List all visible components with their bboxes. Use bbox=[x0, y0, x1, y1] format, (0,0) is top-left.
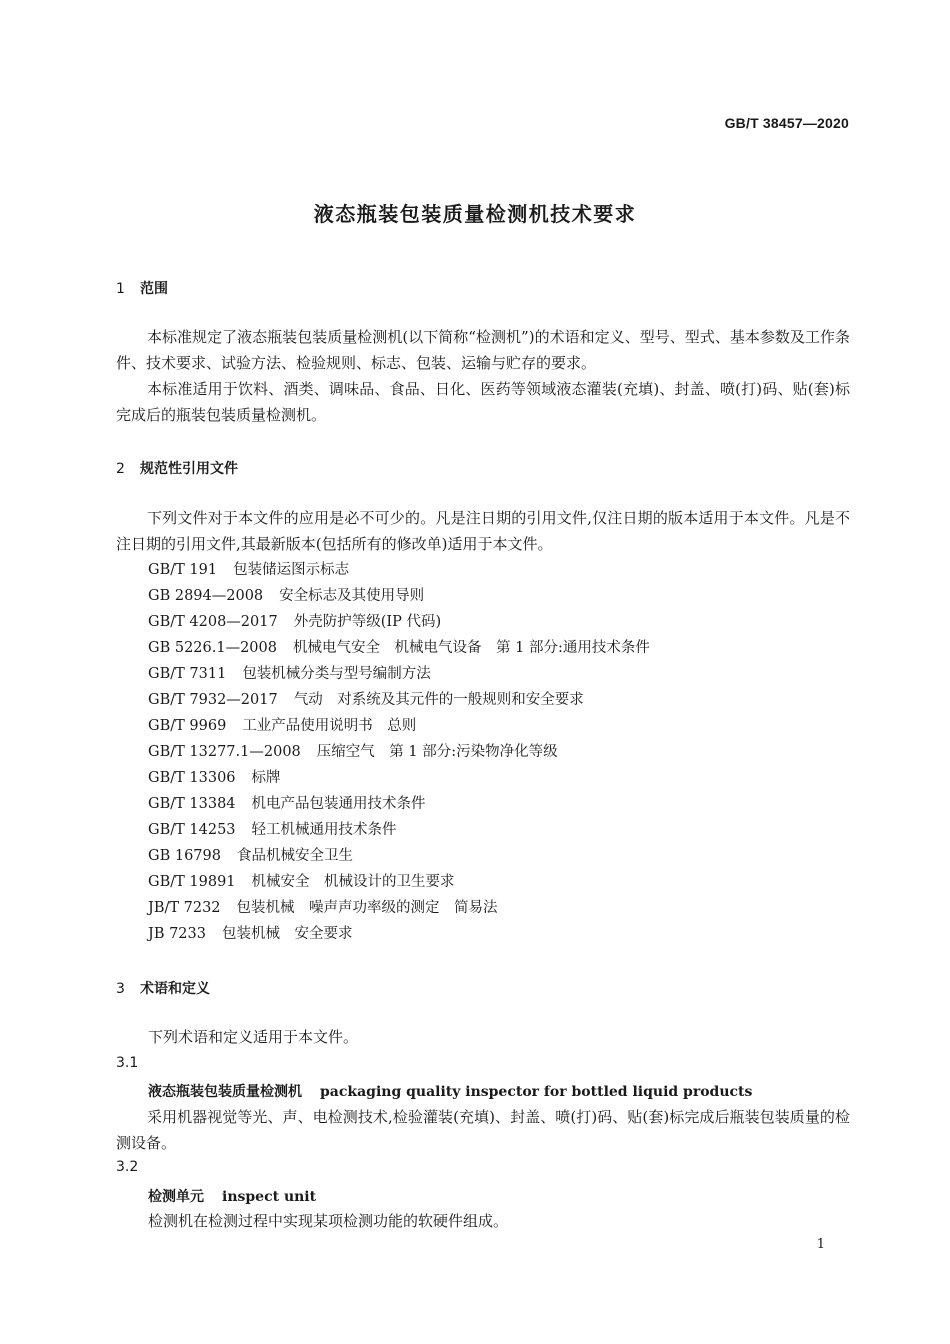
reference-item bbox=[148, 739, 650, 765]
section-2-number: 2 bbox=[116, 461, 125, 477]
section-3-heading bbox=[116, 978, 210, 998]
term-3-1-definition: 采用机器视觉等光、声、电检测技术,检验灌装(充填)、封盖、喷(打)码、贴(套)标完成后瓶装包装质量的检测设备。 bbox=[116, 1108, 850, 1152]
standard-number: GB/T 38457—2020 bbox=[724, 115, 849, 131]
document-title: 液态瓶装包装质量检测机技术要求 bbox=[313, 202, 637, 226]
reference-item bbox=[148, 843, 650, 869]
reference-item bbox=[148, 765, 650, 791]
section-2-intro: 下列文件对于本文件的应用是必不可少的。凡是注日期的引用文件,仅注日期的版本适用于本文件。凡是不注日期的引用文件,其最新版本(包括所有的修改单)适用于本文件。 bbox=[116, 509, 850, 553]
reference-item bbox=[148, 869, 650, 895]
term-3-1 bbox=[148, 1081, 752, 1101]
reference-title: 包装机械分类与型号编制方法 bbox=[242, 666, 431, 682]
reference-item bbox=[148, 635, 650, 661]
reference-title: 安全标志及其使用导则 bbox=[279, 588, 425, 604]
section-2-heading bbox=[116, 458, 238, 478]
reference-code: GB 2894—2008 bbox=[148, 588, 264, 604]
section-1-paragraph-1: 本标准规定了液态瓶装包装质量检测机(以下简称“检测机”)的术语和定义、型号、型式、基本参数及工作条件、技术要求、试验方法、检验规则、标志、包装、运输与贮存的要求。 bbox=[116, 328, 850, 372]
term-number-3-1: 3.1 bbox=[116, 1055, 139, 1071]
section-3-number: 3 bbox=[116, 981, 125, 997]
section-1-paragraph-2: 本标准适用于饮料、酒类、调味品、食品、日化、医药等领域液态灌装(充填)、封盖、喷(打)码、贴(套)标完成后的瓶装包装质量检测机。 bbox=[116, 380, 850, 424]
reference-title: 外壳防护等级(IP 代码) bbox=[293, 614, 442, 630]
reference-title: 包装机械 噪声声功率级的测定 简易法 bbox=[236, 900, 498, 916]
reference-code: GB/T 13306 bbox=[148, 770, 236, 786]
term-number-3-2: 3.2 bbox=[116, 1159, 139, 1175]
reference-code: JB 7233 bbox=[148, 926, 206, 942]
reference-code: GB/T 4208—2017 bbox=[148, 614, 278, 630]
reference-title: 轻工机械通用技术条件 bbox=[251, 822, 397, 838]
reference-code: GB/T 7311 bbox=[148, 666, 227, 682]
section-3-intro: 下列术语和定义适用于本文件。 bbox=[148, 1028, 359, 1046]
reference-title: 机电产品包装通用技术条件 bbox=[251, 796, 426, 812]
reference-item bbox=[148, 557, 650, 583]
reference-code: GB/T 13277.1—2008 bbox=[148, 744, 301, 760]
reference-code: GB/T 19891 bbox=[148, 874, 236, 890]
reference-item bbox=[148, 921, 650, 947]
reference-title: 压缩空气 第 1 部分:污染物净化等级 bbox=[316, 744, 558, 760]
reference-item bbox=[148, 661, 650, 687]
term-3-2-zh: 检测单元 bbox=[148, 1189, 204, 1205]
reference-title: 包装机械 安全要求 bbox=[221, 926, 353, 942]
reference-item bbox=[148, 609, 650, 635]
reference-code: JB/T 7232 bbox=[148, 900, 221, 916]
reference-code: GB/T 191 bbox=[148, 562, 218, 578]
reference-title: 机械安全 机械设计的卫生要求 bbox=[251, 874, 455, 890]
term-3-1-en: packaging quality inspector for bottled liquid products bbox=[320, 1084, 753, 1100]
reference-item bbox=[148, 687, 650, 713]
reference-title: 包装储运图示标志 bbox=[233, 562, 350, 578]
page-number: 1 bbox=[816, 1237, 825, 1252]
reference-code: GB 16798 bbox=[148, 848, 221, 864]
reference-code: GB/T 9969 bbox=[148, 718, 227, 734]
term-3-2-definition: 检测机在检测过程中实现某项检测功能的软硬件组成。 bbox=[148, 1212, 509, 1230]
term-3-2-en: inspect unit bbox=[222, 1189, 317, 1205]
reference-code: GB/T 14253 bbox=[148, 822, 236, 838]
reference-title: 食品机械安全卫生 bbox=[236, 848, 353, 864]
reference-item bbox=[148, 583, 650, 609]
reference-item bbox=[148, 817, 650, 843]
section-1-title: 范围 bbox=[140, 281, 168, 297]
reference-title: 气动 对系统及其元件的一般规则和安全要求 bbox=[293, 692, 584, 708]
reference-title: 标牌 bbox=[251, 770, 281, 786]
reference-title: 机械电气安全 机械电气设备 第 1 部分:通用技术条件 bbox=[293, 640, 650, 656]
section-2-title: 规范性引用文件 bbox=[140, 461, 238, 477]
reference-item bbox=[148, 791, 650, 817]
term-3-2 bbox=[148, 1186, 316, 1206]
section-3-title: 术语和定义 bbox=[140, 981, 210, 997]
reference-code: GB/T 13384 bbox=[148, 796, 236, 812]
reference-title: 工业产品使用说明书 总则 bbox=[242, 718, 417, 734]
reference-code: GB/T 7932—2017 bbox=[148, 692, 278, 708]
reference-item bbox=[148, 713, 650, 739]
term-3-1-zh: 液态瓶装包装质量检测机 bbox=[148, 1084, 302, 1100]
reference-code: GB 5226.1—2008 bbox=[148, 640, 277, 656]
section-1-heading bbox=[116, 278, 168, 298]
reference-list bbox=[148, 557, 650, 947]
reference-item bbox=[148, 895, 650, 921]
section-1-number: 1 bbox=[116, 281, 125, 297]
